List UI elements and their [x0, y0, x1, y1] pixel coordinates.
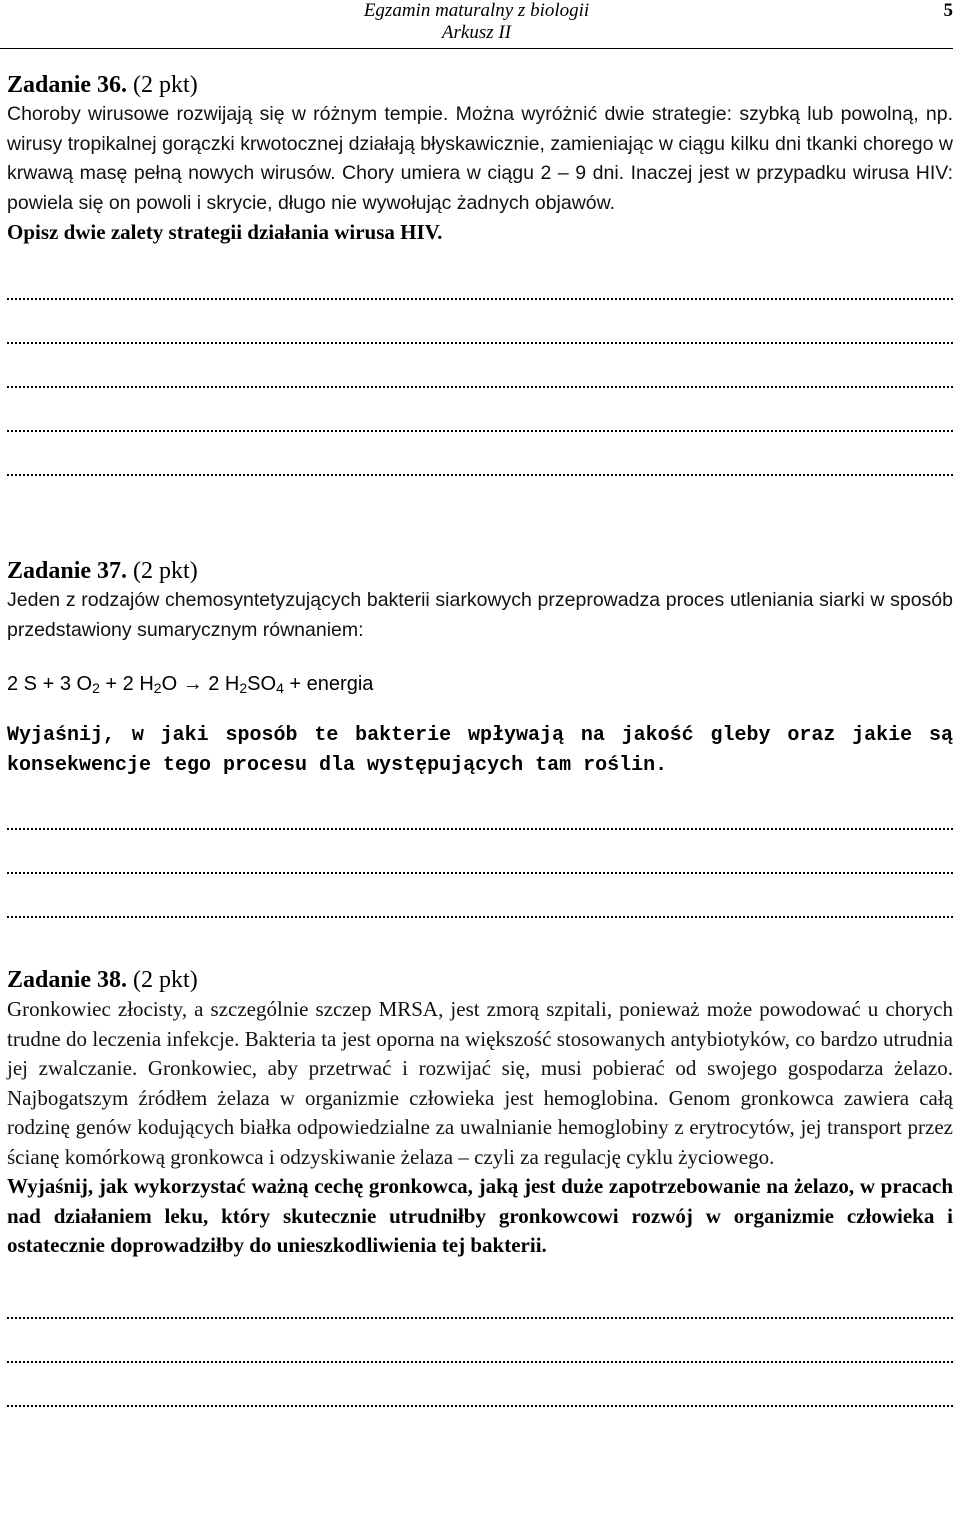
exam-title: Egzamin maturalny z biologii — [363, 0, 590, 21]
page-header — [0, 0, 953, 49]
task-36-command: Opisz dwie zalety strategii działania wirusa HIV. — [7, 220, 443, 244]
equation-part: + 2 H — [99, 673, 154, 695]
answer-line[interactable] — [7, 394, 953, 438]
equation-subscript: 2 — [92, 680, 100, 696]
sheet-title: Arkusz II — [441, 22, 512, 43]
task-38-label: Zadanie 38. — [7, 967, 128, 993]
task-38-text: Gronkowiec złocisty, a szczególnie szczep MRSA, jest zmorą szpitali, ponieważ może powodować u chorych trudne do leczenia infekcje. Bakteria ta jest oporna na większość stosowanych antybiotyków, co bardzo utrudnia jej zwalczanie. Gronkowiec, aby przetrwać i rozwijać się, musi pobierać od swojego gospodarza żelazo. Najbogatszym źródłem żelaza w organizmie człowieka jest hemoglobina. Genom gronkowca zawiera całą rodzinę genów kodujących białka odpowiedzialne za uwalnianie hemoglobiny z erytrocytów, jej transport przez ścianę komórkową gronkowca i odzyskiwanie żelaza – czyli za regulację cyklu życiowego. — [7, 997, 953, 1169]
task-37-title — [7, 556, 953, 586]
answer-line[interactable] — [7, 262, 953, 306]
task-37-command: Wyjaśnij, w jaki sposób te bakterie wpływają na jakość gleby oraz jakie są konsekwencje tego procesu dla występujących tam roślin. — [7, 724, 953, 777]
reaction-equation — [7, 669, 953, 699]
answer-line[interactable] — [7, 836, 953, 880]
task-37-points: (2 pkt) — [133, 558, 198, 584]
equation-part: 2 S + 3 O — [7, 673, 93, 695]
task-37-label: Zadanie 37. — [7, 558, 128, 584]
answer-line[interactable] — [7, 792, 953, 836]
page-number: 5 — [943, 0, 953, 21]
answer-line[interactable] — [7, 1325, 953, 1369]
task-36-points: (2 pkt) — [133, 72, 198, 98]
equation-part: + energia — [283, 673, 374, 695]
task-38-command: Wyjaśnij, jak wykorzystać ważną cechę gronkowca, jaką jest duże zapotrzebowanie na żelazo, w pracach nad działaniem leku, który skutecznie utrudniłby gronkowcowi rozwój w organizmie człowieka i ostatecznie doprowadziłby do unieszkodliwienia tej bakterii. — [7, 1174, 953, 1257]
task-36 — [7, 70, 953, 482]
task-36-label: Zadanie 36. — [7, 72, 128, 98]
task-38-title — [7, 965, 953, 995]
task-36-text: Choroby wirusowe rozwijają się w różnym tempie. Można wyróżnić dwie strategie: szybką lub powolną, np. wirusy tropikalnej gorączki krwotocznej działają błyskawicznie, zamieniając w ciągu kilku dni tkanki chorego w krwawą masę pełną nowych wirusów. Chory umiera w ciągu 2 – 9 dni. Inaczej jest w przypadku wirusa HIV: powiela się on powoli i skrycie, długo nie wywołując żadnych objawów. — [7, 103, 953, 214]
task-38 — [7, 965, 953, 1413]
task-36-title — [7, 70, 953, 100]
answer-line[interactable] — [7, 306, 953, 350]
answer-line[interactable] — [7, 880, 953, 924]
equation-subscript: 2 — [153, 680, 162, 696]
answer-line[interactable] — [7, 1369, 953, 1413]
equation-part: O → 2 H — [161, 673, 240, 695]
task-37 — [7, 556, 953, 924]
equation-subscript: 2 — [239, 680, 248, 696]
task-38-points: (2 pkt) — [133, 967, 198, 993]
equation-part: SO — [247, 673, 277, 695]
equation-subscript: 4 — [276, 680, 284, 696]
task-37-text: Jeden z rodzajów chemosyntetyzujących bakterii siarkowych przeprowadza proces utleniania siarki w sposób przedstawiony sumarycznym równaniem: — [7, 589, 953, 641]
answer-line[interactable] — [7, 350, 953, 394]
header-title-block — [0, 0, 953, 44]
answer-line[interactable] — [7, 1281, 953, 1325]
answer-line[interactable] — [7, 438, 953, 482]
